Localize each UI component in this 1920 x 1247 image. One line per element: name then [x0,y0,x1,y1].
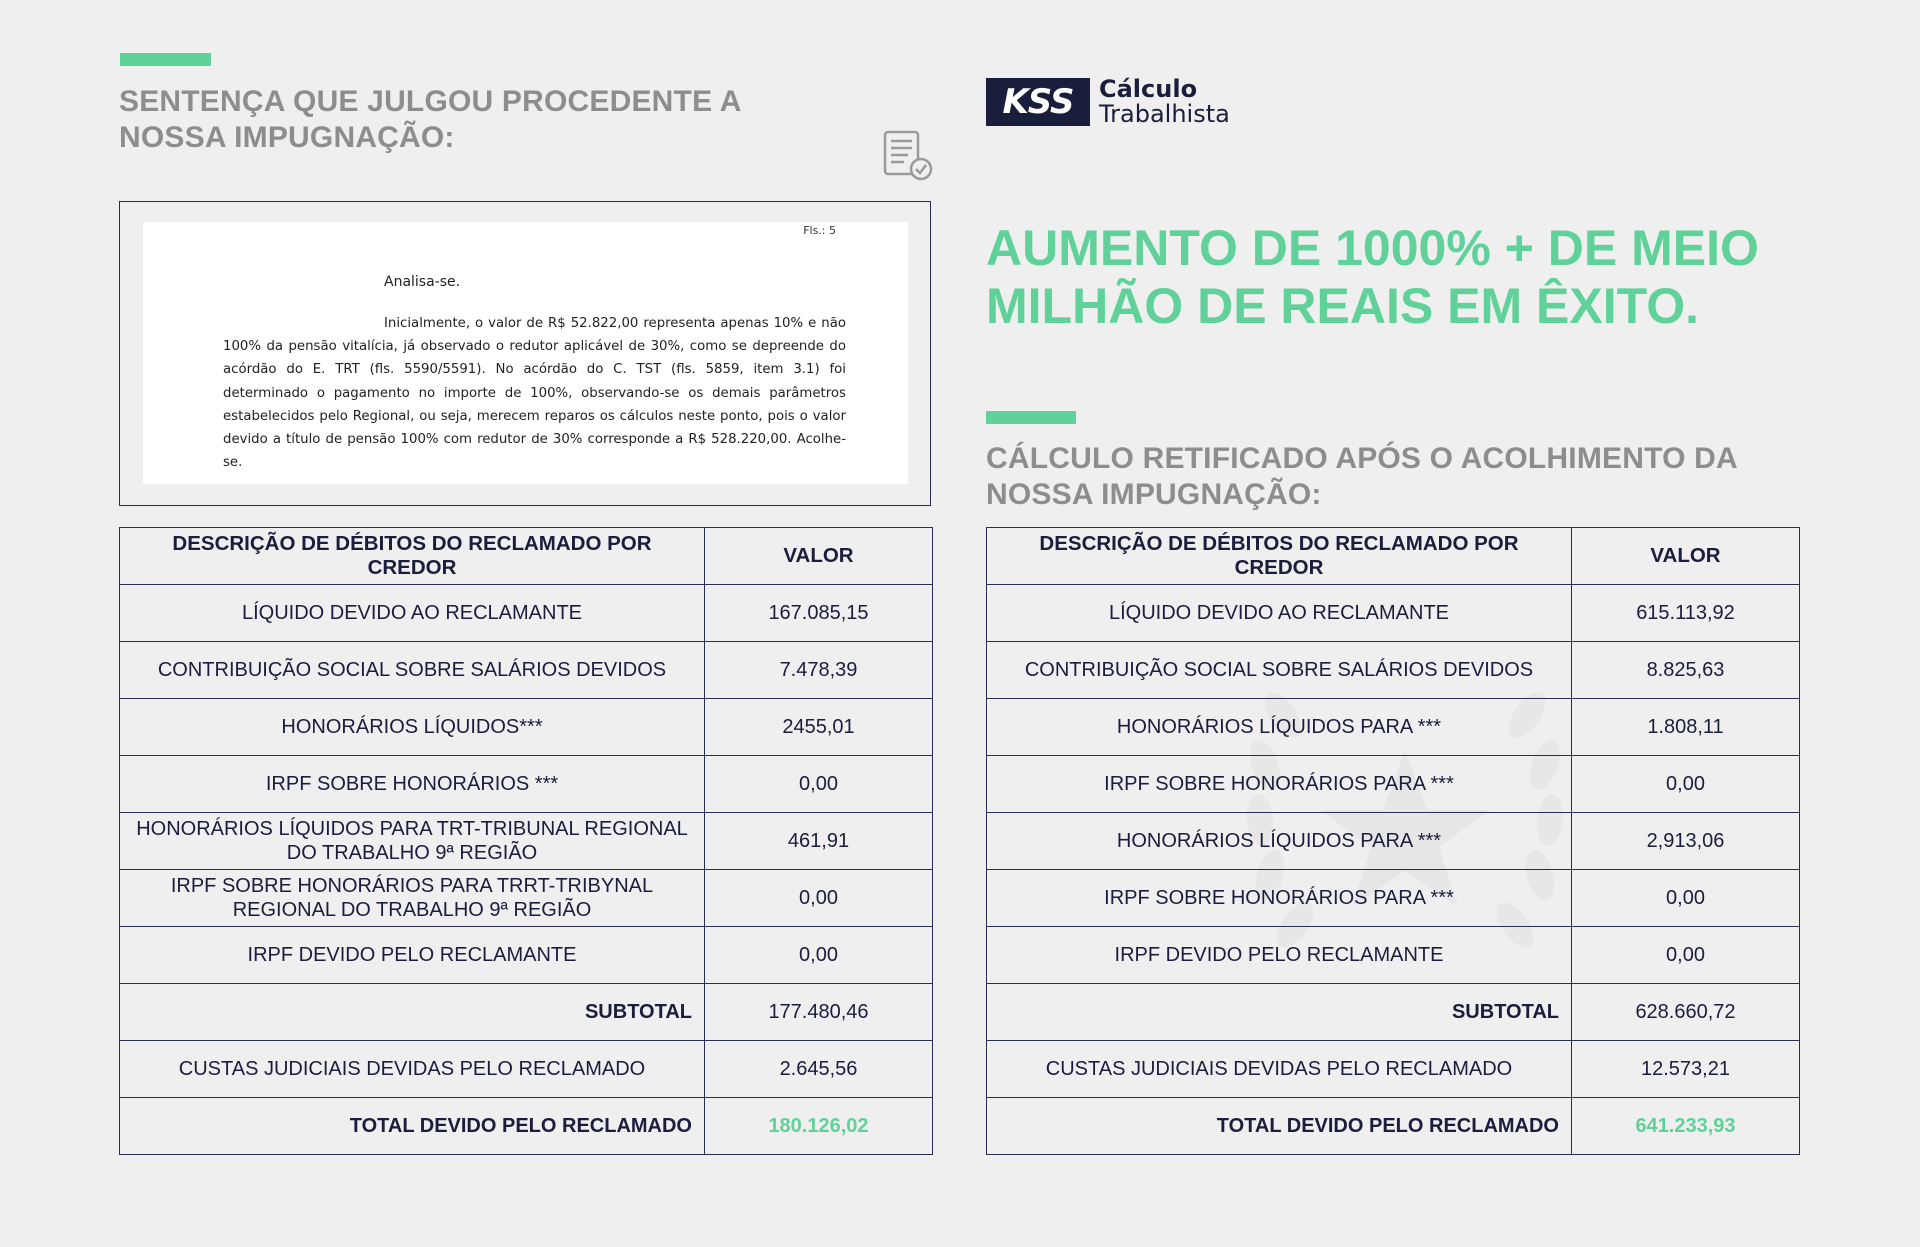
table-row [120,813,933,870]
row-value: 0,00 [1572,756,1800,813]
row-label: CONTRIBUIÇÃO SOCIAL SOBRE SALÁRIOS DEVIDOS [120,642,705,699]
left-section-heading: SENTENÇA QUE JULGOU PROCEDENTE A NOSSA IMPUGNAÇÃO: [119,85,742,154]
rectified-debts-table [986,527,1800,1155]
total-row [987,1098,1800,1155]
table-row [120,870,933,927]
subtotal-row [120,984,933,1041]
row-value: 461,91 [705,813,933,870]
subtotal-value: 177.480,46 [705,984,933,1041]
row-label: IRPF SOBRE HONORÁRIOS PARA *** [987,870,1572,927]
row-label: IRPF DEVIDO PELO RECLAMANTE [987,927,1572,984]
row-value: 167.085,15 [705,585,933,642]
kss-logo [986,75,1230,128]
kss-logo-mark: KSS [986,78,1090,126]
costs-row [987,1041,1800,1098]
costs-row [120,1041,933,1098]
costs-value: 2.645,56 [705,1041,933,1098]
kss-logo-text: Cálculo Trabalhista [1099,75,1230,128]
row-label: CONTRIBUIÇÃO SOCIAL SOBRE SALÁRIOS DEVIDOS [987,642,1572,699]
row-value: 2,913,06 [1572,813,1800,870]
row-value: 0,00 [705,870,933,927]
table-row [120,756,933,813]
table-row [987,756,1800,813]
row-label: IRPF SOBRE HONORÁRIOS PARA TRRT-TRIBYNAL REGIONAL DO TRABALHO 9ª REGIÃO [120,870,705,927]
subtotal-row [987,984,1800,1041]
sentence-excerpt-paper [143,222,908,484]
table-row [987,585,1800,642]
costs-label: CUSTAS JUDICIAIS DEVIDAS PELO RECLAMADO [987,1041,1572,1098]
headline: AUMENTO DE 1000% + DE MEIO MILHÃO DE REAIS EM ÊXITO. [986,220,1759,334]
row-label: HONORÁRIOS LÍQUIDOS PARA *** [987,813,1572,870]
table-header-row [120,528,933,585]
costs-label: CUSTAS JUDICIAIS DEVIDAS PELO RECLAMADO [120,1041,705,1098]
row-value: 2455,01 [705,699,933,756]
row-value: 615.113,92 [1572,585,1800,642]
left-accent-bar [120,53,211,66]
sentence-excerpt-frame [119,201,931,506]
row-value: 1.808,11 [1572,699,1800,756]
table-row [120,642,933,699]
original-debts-table [119,527,933,1155]
row-value: 8.825,63 [1572,642,1800,699]
total-value: 641.233,93 [1572,1098,1800,1155]
table-row [120,699,933,756]
total-value: 180.126,02 [705,1098,933,1155]
row-label: IRPF DEVIDO PELO RECLAMANTE [120,927,705,984]
table-row [987,813,1800,870]
costs-value: 12.573,21 [1572,1041,1800,1098]
row-value: 0,00 [1572,927,1800,984]
row-label: LÍQUIDO DEVIDO AO RECLAMANTE [987,585,1572,642]
subtotal-value: 628.660,72 [1572,984,1800,1041]
row-value: 0,00 [705,756,933,813]
right-section-heading: CÁLCULO RETIFICADO APÓS O ACOLHIMENTO DA NOSSA IMPUGNAÇÃO: [986,442,1738,511]
table-row [987,699,1800,756]
row-label: HONORÁRIOS LÍQUIDOS PARA *** [987,699,1572,756]
row-label: IRPF SOBRE HONORÁRIOS *** [120,756,705,813]
right-accent-bar [986,411,1076,424]
table-row [987,927,1800,984]
row-value: 0,00 [1572,870,1800,927]
row-label: LÍQUIDO DEVIDO AO RECLAMANTE [120,585,705,642]
subtotal-label: SUBTOTAL [120,984,705,1041]
table-row [120,927,933,984]
row-label: IRPF SOBRE HONORÁRIOS PARA *** [987,756,1572,813]
row-value: 7.478,39 [705,642,933,699]
excerpt-body: Inicialmente, o valor de R$ 52.822,00 representa apenas 10% e não 100% da pensão vitalícia, já observado o redutor aplicável de 30%, como se depreende do acórdão do E. TRT (fls. 5590/5591). No acórdão do C. TST (fls. 5859, item 3.1) foi determinado o pagamento no importe de 100%, observando-se os demais parâmetros estabelecidos pelo Regional, ou seja, merecem reparos os cálculos neste ponto, pois o valor devido a título de pensão 100% com redutor de 30% corresponde a R$ 528.220,00. Acolhe-se. [223,316,846,471]
value-header: VALOR [705,528,933,585]
table-header-row [987,528,1800,585]
subtotal-label: SUBTOTAL [987,984,1572,1041]
page-reference: Fls.: 5 [803,224,836,237]
row-label: HONORÁRIOS LÍQUIDOS*** [120,699,705,756]
description-header: DESCRIÇÃO DE DÉBITOS DO RECLAMADO POR CREDOR [987,528,1572,585]
row-label: HONORÁRIOS LÍQUIDOS PARA TRT-TRIBUNAL REGIONAL DO TRABALHO 9ª REGIÃO [120,813,705,870]
value-header: VALOR [1572,528,1800,585]
table-row [987,642,1800,699]
excerpt-title: Analisa-se. [384,274,461,290]
table-row [987,870,1800,927]
total-label: TOTAL DEVIDO PELO RECLAMADO [120,1098,705,1155]
total-label: TOTAL DEVIDO PELO RECLAMADO [987,1098,1572,1155]
row-value: 0,00 [705,927,933,984]
table-row [120,585,933,642]
description-header: DESCRIÇÃO DE DÉBITOS DO RECLAMADO POR CREDOR [120,528,705,585]
total-row [120,1098,933,1155]
document-check-icon [882,130,934,182]
